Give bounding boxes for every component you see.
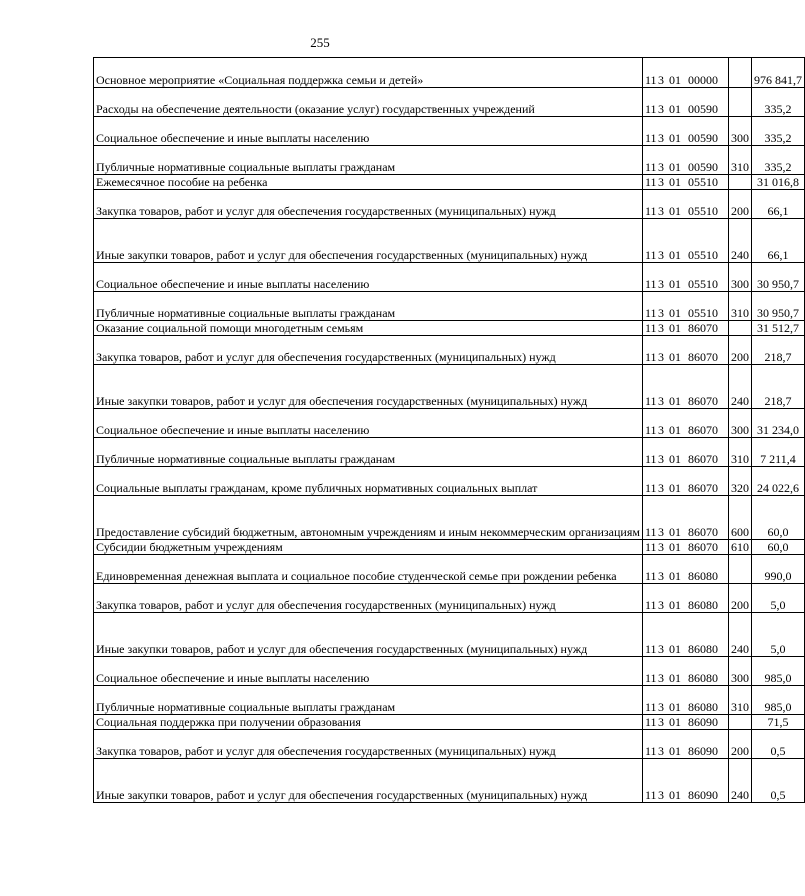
code-segment: 3 bbox=[657, 597, 664, 612]
table-row bbox=[94, 365, 805, 409]
code-segment: 01 bbox=[668, 422, 681, 437]
code-segment: 3 bbox=[657, 743, 664, 758]
row-sum: 335,2 bbox=[751, 88, 804, 117]
row-expense-type bbox=[728, 555, 751, 584]
row-name: Публичные нормативные социальные выплаты гражданам bbox=[94, 686, 643, 715]
code-segment: 11 bbox=[644, 451, 657, 466]
row-expense-type bbox=[728, 175, 751, 190]
row-name: Социальное обеспечение и иные выплаты населению bbox=[94, 117, 643, 146]
table-row bbox=[94, 175, 805, 190]
row-expense-type bbox=[728, 715, 751, 730]
row-name: Социальное обеспечение и иные выплаты населению bbox=[94, 263, 643, 292]
row-name: Социальное обеспечение и иные выплаты населению bbox=[94, 409, 643, 438]
code-segment: 11 bbox=[644, 203, 657, 218]
code-segment: 01 bbox=[668, 524, 681, 539]
row-code bbox=[642, 292, 728, 321]
code-segment: 3 bbox=[657, 422, 664, 437]
table-row bbox=[94, 88, 805, 117]
row-code bbox=[642, 219, 728, 263]
table-row bbox=[94, 292, 805, 321]
row-sum: 60,0 bbox=[751, 540, 804, 555]
row-sum: 31 512,7 bbox=[751, 321, 804, 336]
code-segment: 3 bbox=[657, 539, 664, 554]
row-expense-type: 310 bbox=[728, 686, 751, 715]
row-code bbox=[642, 584, 728, 613]
code-segment: 01 bbox=[668, 349, 681, 364]
table-row bbox=[94, 584, 805, 613]
code-segment: 86080 bbox=[687, 568, 718, 583]
row-sum: 66,1 bbox=[751, 219, 804, 263]
code-segment: 01 bbox=[668, 539, 681, 554]
code-segment: 01 bbox=[668, 320, 681, 335]
code-segment: 01 bbox=[668, 743, 681, 758]
code-segment: 00590 bbox=[687, 130, 718, 145]
row-name: Социальная поддержка при получении образования bbox=[94, 715, 643, 730]
row-sum: 66,1 bbox=[751, 190, 804, 219]
code-segment: 3 bbox=[657, 159, 664, 174]
row-sum: 5,0 bbox=[751, 584, 804, 613]
row-code bbox=[642, 365, 728, 409]
code-segment: 86070 bbox=[687, 349, 718, 364]
code-segment: 00590 bbox=[687, 159, 718, 174]
code-segment: 3 bbox=[657, 480, 664, 495]
row-sum: 31 234,0 bbox=[751, 409, 804, 438]
row-name: Иные закупки товаров, работ и услуг для обеспечения государственных (муниципальных) нужд bbox=[94, 759, 643, 803]
table-row bbox=[94, 58, 805, 88]
row-sum: 24 022,6 bbox=[751, 467, 804, 496]
row-expense-type bbox=[728, 58, 751, 88]
row-expense-type: 200 bbox=[728, 584, 751, 613]
code-segment: 86090 bbox=[687, 787, 718, 802]
row-sum: 985,0 bbox=[751, 657, 804, 686]
row-name: Основное мероприятие «Социальная поддержка семьи и детей» bbox=[94, 58, 643, 88]
code-segment: 01 bbox=[668, 276, 681, 291]
row-code bbox=[642, 730, 728, 759]
code-segment: 3 bbox=[657, 568, 664, 583]
code-segment: 01 bbox=[668, 130, 681, 145]
row-expense-type: 300 bbox=[728, 657, 751, 686]
table-row bbox=[94, 146, 805, 175]
code-segment: 3 bbox=[657, 641, 664, 656]
table-row bbox=[94, 190, 805, 219]
row-sum: 335,2 bbox=[751, 117, 804, 146]
code-segment: 01 bbox=[668, 305, 681, 320]
code-segment: 05510 bbox=[687, 203, 718, 218]
row-expense-type bbox=[728, 321, 751, 336]
code-segment: 05510 bbox=[687, 305, 718, 320]
code-segment: 11 bbox=[644, 714, 657, 729]
code-segment: 05510 bbox=[687, 247, 718, 262]
row-sum: 976 841,7 bbox=[751, 58, 804, 88]
code-segment: 00590 bbox=[687, 101, 718, 116]
row-code bbox=[642, 88, 728, 117]
row-name: Закупка товаров, работ и услуг для обеспечения государственных (муниципальных) нужд bbox=[94, 190, 643, 219]
code-segment: 01 bbox=[668, 72, 681, 87]
row-code bbox=[642, 336, 728, 365]
table-row bbox=[94, 715, 805, 730]
code-segment: 01 bbox=[668, 174, 681, 189]
code-segment: 01 bbox=[668, 480, 681, 495]
code-segment: 01 bbox=[668, 699, 681, 714]
code-segment: 3 bbox=[657, 203, 664, 218]
row-code bbox=[642, 657, 728, 686]
row-code bbox=[642, 321, 728, 336]
row-expense-type: 200 bbox=[728, 730, 751, 759]
code-segment: 11 bbox=[644, 305, 657, 320]
row-code bbox=[642, 759, 728, 803]
row-name: Иные закупки товаров, работ и услуг для обеспечения государственных (муниципальных) нужд bbox=[94, 219, 643, 263]
row-name: Единовременная денежная выплата и социальное пособие студенческой семье при рождении ребенка bbox=[94, 555, 643, 584]
row-sum: 218,7 bbox=[751, 365, 804, 409]
row-name: Социальное обеспечение и иные выплаты населению bbox=[94, 657, 643, 686]
budget-table bbox=[93, 57, 805, 803]
row-name: Социальные выплаты гражданам, кроме публичных нормативных социальных выплат bbox=[94, 467, 643, 496]
code-segment: 01 bbox=[668, 159, 681, 174]
code-segment: 11 bbox=[644, 699, 657, 714]
page-number: 255 bbox=[310, 35, 330, 50]
table-row bbox=[94, 657, 805, 686]
row-name: Закупка товаров, работ и услуг для обеспечения государственных (муниципальных) нужд bbox=[94, 336, 643, 365]
row-code bbox=[642, 190, 728, 219]
row-sum: 30 950,7 bbox=[751, 263, 804, 292]
code-segment: 01 bbox=[668, 787, 681, 802]
row-expense-type: 240 bbox=[728, 613, 751, 657]
code-segment: 11 bbox=[644, 743, 657, 758]
code-segment: 86080 bbox=[687, 699, 718, 714]
row-code bbox=[642, 263, 728, 292]
code-segment: 3 bbox=[657, 276, 664, 291]
code-segment: 3 bbox=[657, 787, 664, 802]
code-segment: 86080 bbox=[687, 597, 718, 612]
row-expense-type: 240 bbox=[728, 219, 751, 263]
row-sum: 218,7 bbox=[751, 336, 804, 365]
row-sum: 31 016,8 bbox=[751, 175, 804, 190]
row-expense-type: 320 bbox=[728, 467, 751, 496]
code-segment: 3 bbox=[657, 247, 664, 262]
row-sum: 0,5 bbox=[751, 730, 804, 759]
code-segment: 01 bbox=[668, 670, 681, 685]
budget-table-body bbox=[94, 58, 805, 803]
code-segment: 3 bbox=[657, 349, 664, 364]
code-segment: 01 bbox=[668, 393, 681, 408]
table-row bbox=[94, 759, 805, 803]
row-code bbox=[642, 715, 728, 730]
row-sum: 335,2 bbox=[751, 146, 804, 175]
row-sum: 7 211,4 bbox=[751, 438, 804, 467]
table-row bbox=[94, 540, 805, 555]
code-segment: 11 bbox=[644, 422, 657, 437]
code-segment: 11 bbox=[644, 72, 657, 87]
row-expense-type: 310 bbox=[728, 438, 751, 467]
code-segment: 3 bbox=[657, 699, 664, 714]
code-segment: 86070 bbox=[687, 451, 718, 466]
table-row bbox=[94, 117, 805, 146]
table-row bbox=[94, 409, 805, 438]
row-expense-type: 300 bbox=[728, 263, 751, 292]
code-segment: 86070 bbox=[687, 524, 718, 539]
row-code bbox=[642, 409, 728, 438]
code-segment: 3 bbox=[657, 174, 664, 189]
code-segment: 01 bbox=[668, 568, 681, 583]
code-segment: 86070 bbox=[687, 393, 718, 408]
code-segment: 86090 bbox=[687, 714, 718, 729]
row-sum: 985,0 bbox=[751, 686, 804, 715]
row-expense-type: 610 bbox=[728, 540, 751, 555]
row-sum: 60,0 bbox=[751, 496, 804, 540]
code-segment: 86080 bbox=[687, 670, 718, 685]
row-code bbox=[642, 438, 728, 467]
code-segment: 01 bbox=[668, 641, 681, 656]
table-row bbox=[94, 321, 805, 336]
row-code bbox=[642, 175, 728, 190]
code-segment: 86090 bbox=[687, 743, 718, 758]
code-segment: 11 bbox=[644, 568, 657, 583]
code-segment: 11 bbox=[644, 130, 657, 145]
row-name: Предоставление субсидий бюджетным, автономным учреждениям и иным некоммерческим организациям bbox=[94, 496, 643, 540]
code-segment: 86070 bbox=[687, 539, 718, 554]
code-segment: 11 bbox=[644, 393, 657, 408]
code-segment: 11 bbox=[644, 597, 657, 612]
code-segment: 86070 bbox=[687, 480, 718, 495]
code-segment: 3 bbox=[657, 130, 664, 145]
code-segment: 11 bbox=[644, 670, 657, 685]
code-segment: 11 bbox=[644, 247, 657, 262]
row-expense-type: 300 bbox=[728, 409, 751, 438]
row-name: Публичные нормативные социальные выплаты гражданам bbox=[94, 146, 643, 175]
code-segment: 11 bbox=[644, 641, 657, 656]
row-expense-type: 300 bbox=[728, 117, 751, 146]
code-segment: 86070 bbox=[687, 422, 718, 437]
code-segment: 05510 bbox=[687, 174, 718, 189]
code-segment: 00000 bbox=[687, 72, 718, 87]
table-row bbox=[94, 336, 805, 365]
row-code bbox=[642, 467, 728, 496]
code-segment: 01 bbox=[668, 203, 681, 218]
row-expense-type: 200 bbox=[728, 190, 751, 219]
row-sum: 5,0 bbox=[751, 613, 804, 657]
table-row bbox=[94, 438, 805, 467]
row-expense-type: 310 bbox=[728, 146, 751, 175]
code-segment: 86080 bbox=[687, 641, 718, 656]
code-segment: 11 bbox=[644, 480, 657, 495]
row-name: Расходы на обеспечение деятельности (оказание услуг) государственных учреждений bbox=[94, 88, 643, 117]
row-expense-type: 240 bbox=[728, 365, 751, 409]
row-expense-type: 240 bbox=[728, 759, 751, 803]
row-name: Публичные нормативные социальные выплаты гражданам bbox=[94, 292, 643, 321]
code-segment: 11 bbox=[644, 524, 657, 539]
code-segment: 3 bbox=[657, 714, 664, 729]
code-segment: 11 bbox=[644, 276, 657, 291]
row-expense-type: 600 bbox=[728, 496, 751, 540]
row-name: Субсидии бюджетным учреждениям bbox=[94, 540, 643, 555]
table-row bbox=[94, 496, 805, 540]
row-expense-type: 200 bbox=[728, 336, 751, 365]
row-name: Иные закупки товаров, работ и услуг для обеспечения государственных (муниципальных) нужд bbox=[94, 365, 643, 409]
code-segment: 01 bbox=[668, 247, 681, 262]
code-segment: 01 bbox=[668, 101, 681, 116]
code-segment: 11 bbox=[644, 159, 657, 174]
row-code bbox=[642, 613, 728, 657]
code-segment: 3 bbox=[657, 524, 664, 539]
code-segment: 3 bbox=[657, 101, 664, 116]
code-segment: 01 bbox=[668, 597, 681, 612]
code-segment: 11 bbox=[644, 101, 657, 116]
table-row bbox=[94, 219, 805, 263]
row-sum: 0,5 bbox=[751, 759, 804, 803]
row-name: Закупка товаров, работ и услуг для обеспечения государственных (муниципальных) нужд bbox=[94, 730, 643, 759]
code-segment: 11 bbox=[644, 320, 657, 335]
code-segment: 01 bbox=[668, 451, 681, 466]
row-name: Публичные нормативные социальные выплаты гражданам bbox=[94, 438, 643, 467]
row-sum: 30 950,7 bbox=[751, 292, 804, 321]
code-segment: 05510 bbox=[687, 276, 718, 291]
code-segment: 3 bbox=[657, 670, 664, 685]
code-segment: 3 bbox=[657, 393, 664, 408]
row-sum: 71,5 bbox=[751, 715, 804, 730]
code-segment: 11 bbox=[644, 174, 657, 189]
table-row bbox=[94, 686, 805, 715]
row-code bbox=[642, 146, 728, 175]
row-name: Иные закупки товаров, работ и услуг для обеспечения государственных (муниципальных) нужд bbox=[94, 613, 643, 657]
code-segment: 3 bbox=[657, 451, 664, 466]
row-code bbox=[642, 540, 728, 555]
row-code bbox=[642, 117, 728, 146]
row-sum: 990,0 bbox=[751, 555, 804, 584]
code-segment: 86070 bbox=[687, 320, 718, 335]
code-segment: 11 bbox=[644, 349, 657, 364]
row-expense-type bbox=[728, 88, 751, 117]
row-code bbox=[642, 686, 728, 715]
code-segment: 01 bbox=[668, 714, 681, 729]
row-code bbox=[642, 496, 728, 540]
code-segment: 3 bbox=[657, 72, 664, 87]
row-code bbox=[642, 555, 728, 584]
code-segment: 3 bbox=[657, 320, 664, 335]
row-code bbox=[642, 58, 728, 88]
row-name: Закупка товаров, работ и услуг для обеспечения государственных (муниципальных) нужд bbox=[94, 584, 643, 613]
code-segment: 3 bbox=[657, 305, 664, 320]
row-name: Ежемесячное пособие на ребенка bbox=[94, 175, 643, 190]
table-row bbox=[94, 263, 805, 292]
table-row bbox=[94, 613, 805, 657]
code-segment: 11 bbox=[644, 787, 657, 802]
row-expense-type: 310 bbox=[728, 292, 751, 321]
table-row bbox=[94, 730, 805, 759]
code-segment: 11 bbox=[644, 539, 657, 554]
table-row bbox=[94, 467, 805, 496]
table-row bbox=[94, 555, 805, 584]
row-name: Оказание социальной помощи многодетным семьям bbox=[94, 321, 643, 336]
